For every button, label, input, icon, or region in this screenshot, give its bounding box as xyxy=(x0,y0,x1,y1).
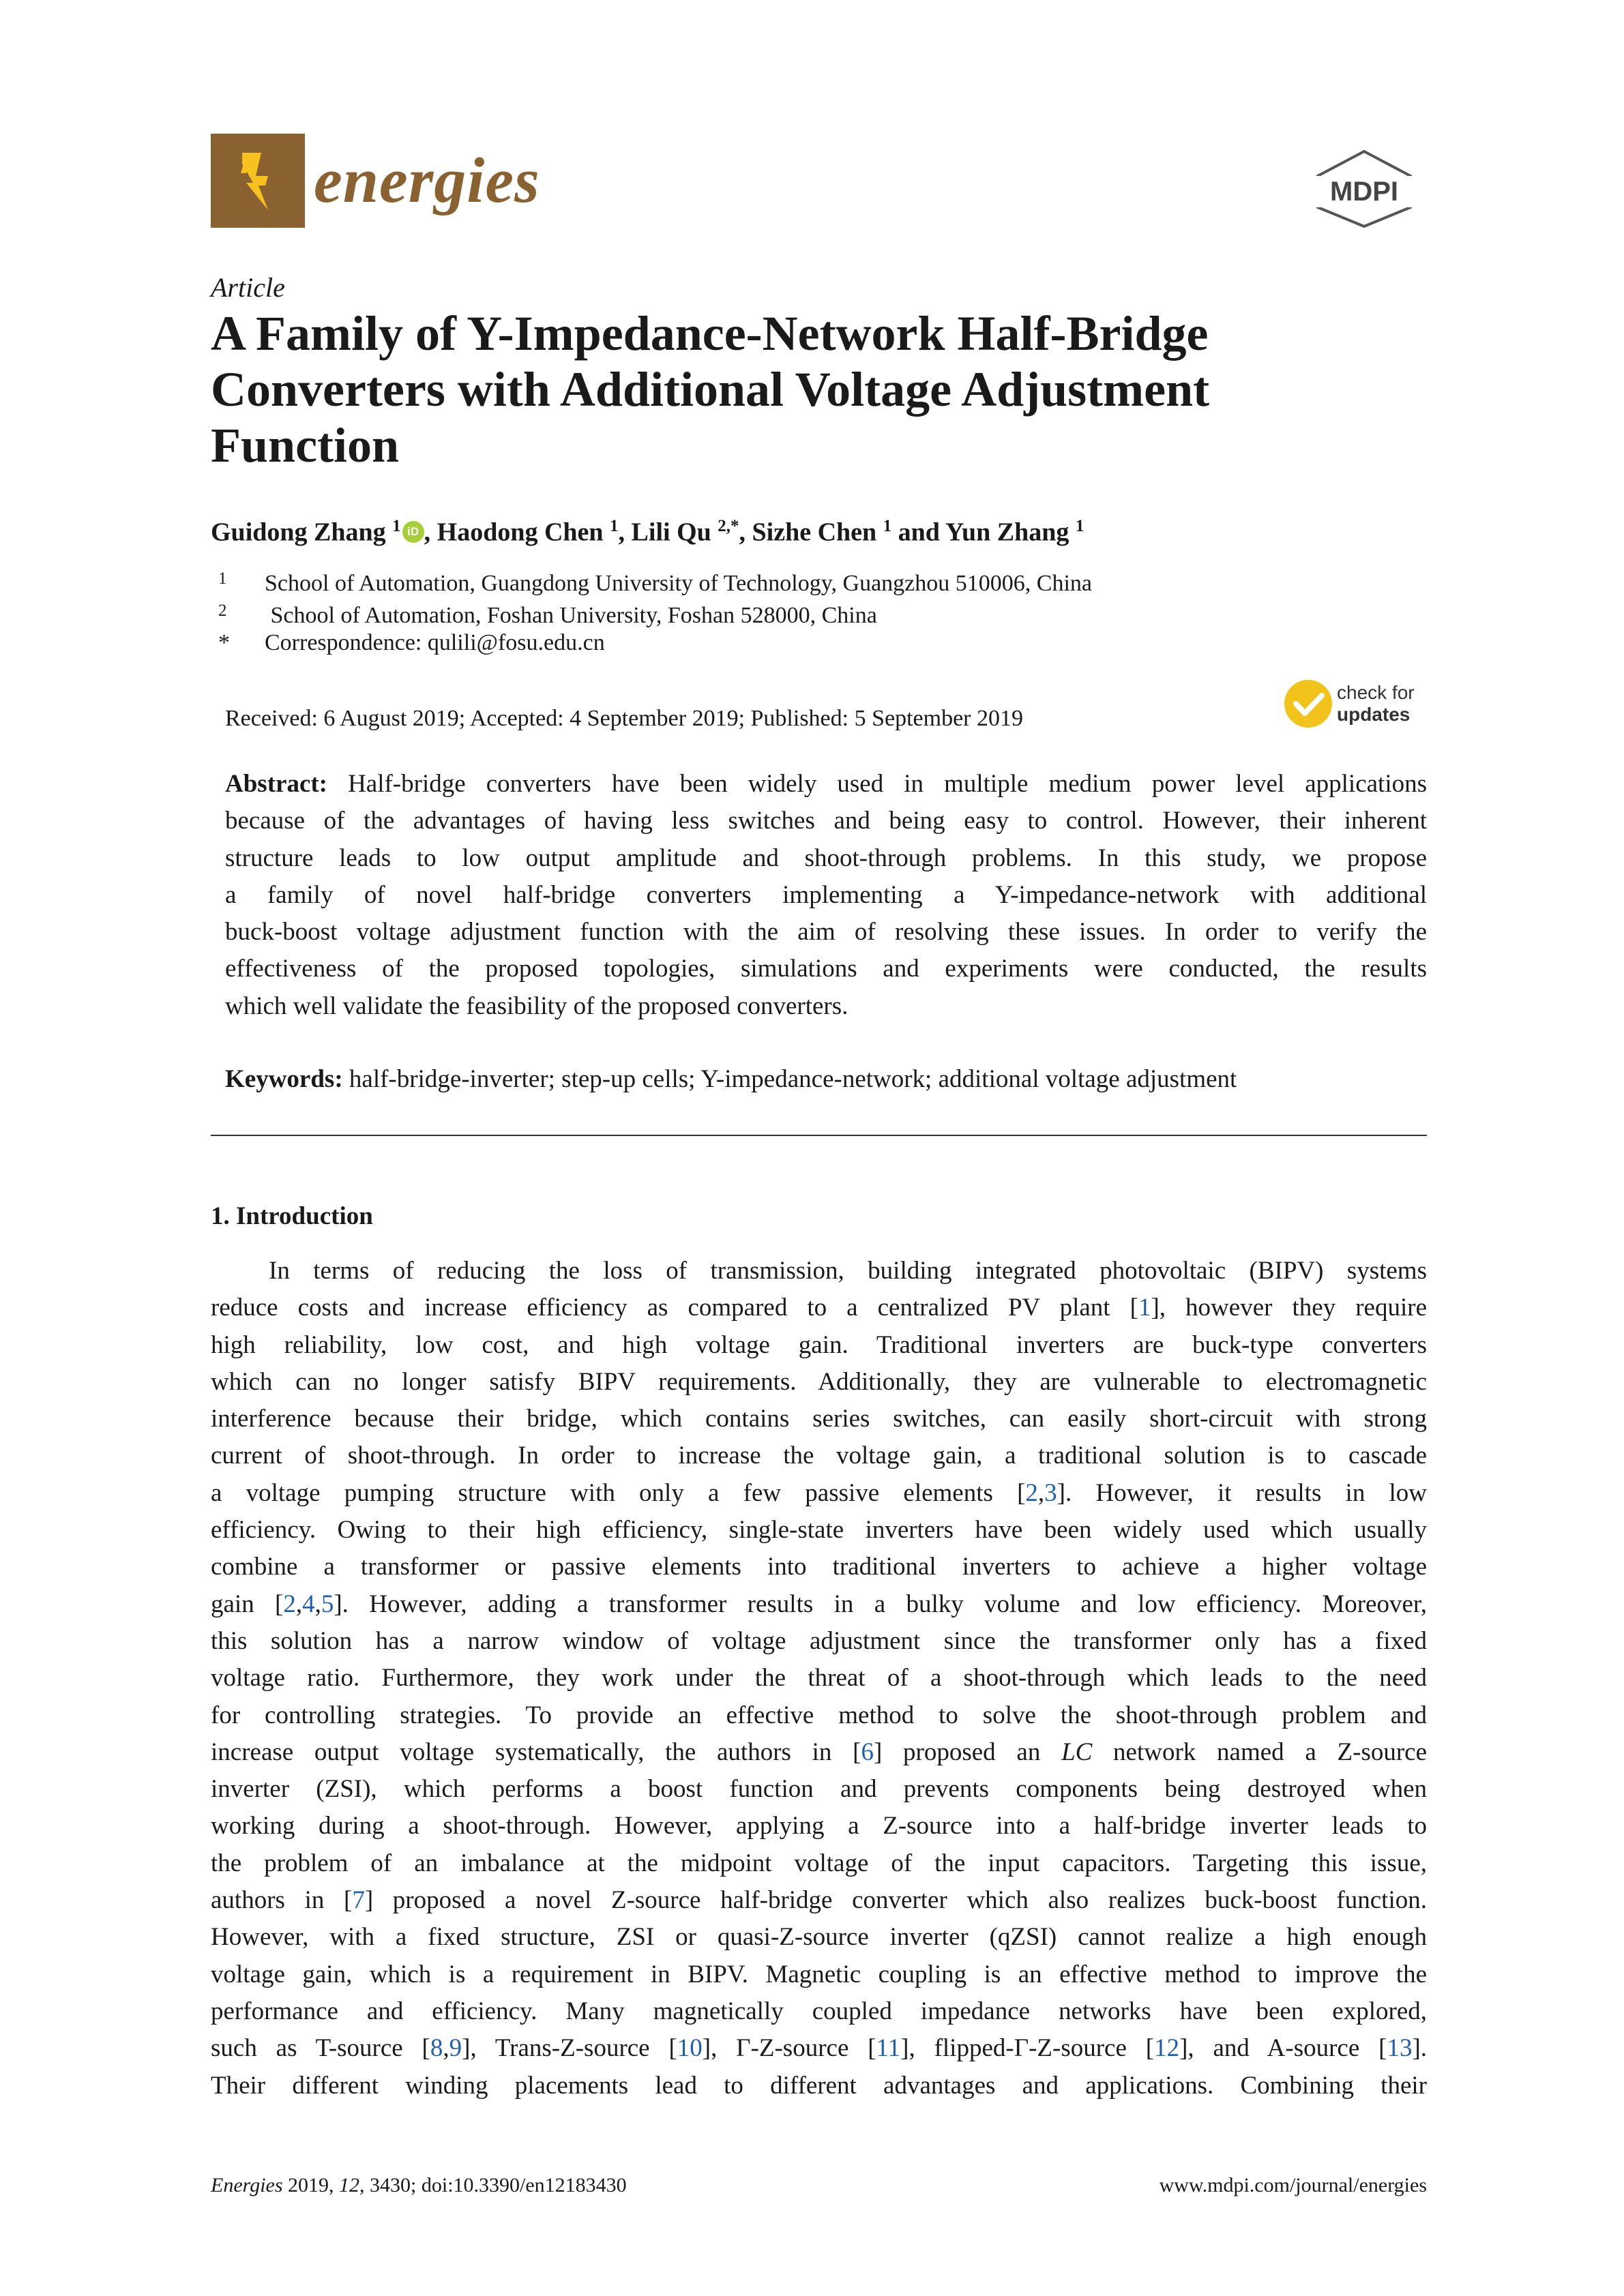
body-line: gain [2,4,5]. However, adding a transformer results in a bulky volume and low efficiency. Moreover, xyxy=(211,1590,1427,1618)
author-affiliation-mark: 1 xyxy=(610,517,619,535)
affiliation-text: School of Automation, Guangdong University of Technology, Guangzhou 510006, China xyxy=(265,571,1092,596)
affiliation-mark: 2 xyxy=(218,601,227,620)
journal-url[interactable]: www.mdpi.com/journal/energies xyxy=(1159,2174,1427,2196)
body-line: authors in [7] proposed a novel Z-source half-bridge converter which also realizes buck-boost function. xyxy=(211,1886,1427,1915)
reference-link[interactable]: 6 xyxy=(861,1738,874,1766)
body-line: this solution has a narrow window of voltage adjustment since the transformer only has a fixed xyxy=(211,1626,1427,1655)
body-line: performance and efficiency. Many magnetically coupled impedance networks have been explored, xyxy=(211,1997,1427,2025)
abstract-line: structure leads to low output amplitude and shoot-through problems. In this study, we propose xyxy=(225,844,1427,872)
reference-link[interactable]: 9 xyxy=(449,2034,462,2063)
author-name: Haodong Chen xyxy=(437,518,604,547)
body-line: However, with a fixed structure, ZSI or quasi-Z-source inverter (qZSI) cannot realize a high enough xyxy=(211,1923,1427,1952)
author-affiliation-mark: 2,* xyxy=(718,517,739,535)
abstract-label: Abstract: xyxy=(225,770,328,798)
affiliation xyxy=(218,563,1092,599)
title-line: Function xyxy=(211,418,400,473)
body-line: reduce costs and increase efficiency as compared to a centralized PV plant [1], however they require xyxy=(211,1294,1427,1322)
title-line: A Family of Y-Impedance-Network Half-Bridge xyxy=(211,306,1209,361)
section-heading: 1. Introduction xyxy=(211,1202,373,1230)
title-line: Converters with Additional Voltage Adjustment xyxy=(211,362,1210,417)
orcid-icon[interactable]: iD xyxy=(402,521,424,543)
author-affiliation-mark: 1 xyxy=(883,517,892,535)
author-affiliation-mark: 1 xyxy=(1075,517,1084,535)
affiliation-text: School of Automation, Foshan University, Foshan 528000, China xyxy=(265,603,877,628)
abstract: Abstract: Half-bridge converters have been widely used in multiple medium power level applications because of the advantages of having less switches and being easy to control. However, their inherent structure leads to low output amplitude and shoot-through problems. In this study, we propose a family of novel half-bridge converters implementing a Y-impedance-network with additional buck-boost voltage adjustment function with the aim of resolving these issues. In order to verify the effectiveness of the proposed topologies, simulations and experiments were conducted, the results which well validate the feasibility of the proposed converters. xyxy=(225,766,1427,1025)
body-line: increase output voltage systematically, the authors in [6] proposed an LC network named a Z-source xyxy=(211,1738,1428,1766)
body-line: a voltage pumping structure with only a few passive elements [2,3]. However, it results in low xyxy=(211,1478,1428,1507)
affiliation-mark: 1 xyxy=(218,569,227,588)
body-line: inverter (ZSI), which performs a boost function and prevents components being destroyed when xyxy=(211,1775,1427,1804)
reference-link[interactable]: 7 xyxy=(352,1886,365,1915)
reference-link[interactable]: 4 xyxy=(302,1590,315,1618)
keywords-text: half-bridge-inverter; step-up cells; Y-impedance-network; additional voltage adjustment xyxy=(342,1065,1237,1093)
reference-link[interactable]: 3 xyxy=(1044,1478,1057,1507)
author-list: Guidong Zhang $^1$ iD , Haodong Chen $^1$, Lili Qu $^{2,*}$, Sizhe Chen $^1$ and Yun Zhang $^1$ xyxy=(211,517,1084,547)
citation-footer: Energies 2019, 12, 3430; doi:10.3390/en12183430 xyxy=(211,2174,627,2196)
keywords-label: Keywords: xyxy=(225,1065,343,1093)
body-line: voltage ratio. Furthermore, they work under the threat of a shoot-through which leads to the need xyxy=(211,1664,1427,1693)
author-name: Guidong Zhang xyxy=(211,518,386,547)
reference-link[interactable]: 2 xyxy=(1025,1478,1038,1507)
check-mark-icon xyxy=(1282,678,1334,730)
body-line: high reliability, low cost, and high voltage gain. Traditional inverters are buck-type converters xyxy=(211,1330,1427,1359)
keywords xyxy=(225,1061,1427,1098)
publication-dates: Received: 6 August 2019; Accepted: 4 September 2019; Published: 5 September 2019 xyxy=(225,706,1023,731)
abstract-line: a family of novel half-bridge converters implementing a Y-impedance-network with additional xyxy=(225,880,1427,909)
reference-link[interactable]: 10 xyxy=(677,2034,703,2063)
body-line: combine a transformer or passive elements into traditional inverters to achieve a higher voltage xyxy=(211,1553,1427,1581)
journal-name: energies xyxy=(314,145,540,216)
affiliation-mark: * xyxy=(218,630,230,655)
reference-link[interactable]: 11 xyxy=(876,2034,901,2063)
affiliation xyxy=(218,595,877,631)
body-line: for controlling strategies. To provide an effective method to solve the shoot-through problem and xyxy=(211,1701,1427,1729)
author-affiliation-mark: 1 xyxy=(392,517,401,535)
correspondence xyxy=(218,627,605,659)
abstract-line: which well validate the feasibility of the proposed converters. xyxy=(225,992,848,1020)
reference-link[interactable]: 8 xyxy=(430,2034,443,2063)
reference-link[interactable]: 12 xyxy=(1154,2034,1180,2063)
article-type: Article xyxy=(211,272,285,303)
body-line: interference because their bridge, which contains series switches, can easily short-circuit with strong xyxy=(211,1405,1427,1433)
body-line: working during a shoot-through. However, applying a Z-source into a half-bridge inverter leads to xyxy=(211,1812,1427,1840)
reference-link[interactable]: 1 xyxy=(1138,1294,1151,1322)
reference-link[interactable]: 13 xyxy=(1387,2034,1413,2063)
body-line: current of shoot-through. In order to increase the voltage gain, a traditional solution is to cascade xyxy=(211,1442,1427,1470)
article-title xyxy=(211,305,1411,473)
body-line: which can no longer satisfy BIPV requirements. Additionally, they are vulnerable to electromagnetic xyxy=(211,1367,1427,1396)
body-line: such as T-source [8,9], Trans-Z-source [10], Γ-Z-source [11], flipped-Γ-Z-source [12], and A-source [13]. xyxy=(211,2034,1428,2063)
author-name: Sizhe Chen xyxy=(752,518,877,547)
lightning-bolt-icon xyxy=(211,134,305,228)
body-line: the problem of an imbalance at the midpoint voltage of the input capacitors. Targeting this issue, xyxy=(211,1849,1427,1877)
abstract-line: buck-boost voltage adjustment function with the aim of resolving these issues. In order to verify the xyxy=(225,918,1427,946)
author-name: Yun Zhang xyxy=(945,518,1069,547)
body-text xyxy=(211,1253,1427,2104)
reference-link[interactable]: 2 xyxy=(283,1590,296,1618)
journal-logo xyxy=(211,134,305,228)
abstract-line: effectiveness of the proposed topologies, simulations and experiments were conducted, the results xyxy=(225,955,1427,983)
body-line: In terms of reducing the loss of transmission, building integrated photovoltaic (BIPV) systems xyxy=(269,1257,1427,1285)
mdpi-logo xyxy=(1303,149,1426,229)
author-name: Lili Qu xyxy=(631,518,711,547)
body-line: voltage gain, which is a requirement in BIPV. Magnetic coupling is an effective method to improve the xyxy=(211,1960,1427,1988)
body-line: Their different winding placements lead to different advantages and applications. Combining their xyxy=(211,2071,1427,2100)
check-for-updates-label[interactable]: check for updates xyxy=(1337,682,1415,725)
divider xyxy=(211,1135,1427,1136)
correspondence-email[interactable]: Correspondence: qulili@fosu.edu.cn xyxy=(265,630,605,655)
abstract-line: because of the advantages of having less switches and being easy to control. However, their inherent xyxy=(225,807,1427,835)
reference-link[interactable]: 5 xyxy=(321,1590,334,1618)
body-line: efficiency. Owing to their high efficiency, single-state inverters have been widely used which usually xyxy=(211,1516,1427,1545)
mdpi-logo-text: MDPI xyxy=(1330,177,1398,207)
